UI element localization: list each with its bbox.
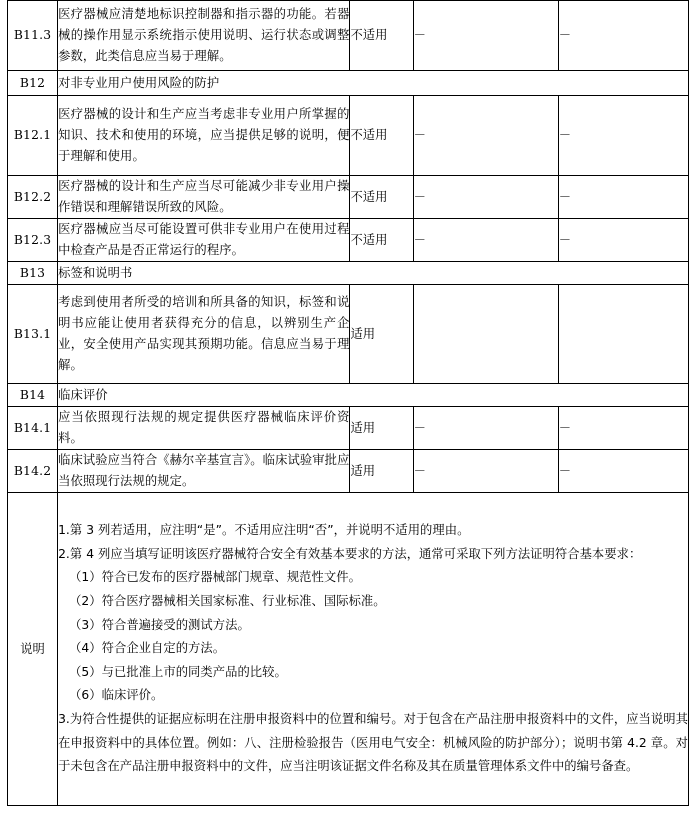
- table-row: [8, 285, 689, 384]
- row-method: －: [413, 407, 558, 450]
- row-evidence: －: [558, 96, 688, 176]
- row-applicability: 不适用: [350, 176, 413, 219]
- row-evidence: [558, 285, 688, 384]
- table-row: [8, 450, 689, 493]
- row-evidence: －: [558, 1, 688, 71]
- row-method: －: [413, 96, 558, 176]
- row-applicability: 适用: [350, 407, 413, 450]
- notes-body: [58, 493, 689, 806]
- note-line: 2.第 4 列应当填写证明该医疗器械符合安全有效基本要求的方法，通常可采取下列方法证明符合基本要求：: [58, 546, 642, 561]
- row-method: [413, 285, 558, 384]
- section-id: B12: [8, 71, 58, 96]
- row-requirement: 医疗器械的设计和生产应当考虑非专业用户所掌握的知识、技术和使用的环境，应当提供足够的说明，便于理解和使用。: [58, 96, 350, 176]
- row-requirement: 医疗器械的设计和生产应当尽可能减少非专业用户操作错误和理解错误所致的风险。: [58, 176, 350, 219]
- section-id: B13: [8, 262, 58, 285]
- row-evidence: －: [558, 219, 688, 262]
- table-body: [8, 1, 689, 806]
- note-line: （6）临床评价。: [69, 688, 164, 703]
- row-requirement: 临床试验应当符合《赫尔辛基宣言》。临床试验审批应当依照现行法规的规定。: [58, 450, 350, 493]
- table-section-row: [8, 384, 689, 407]
- row-method: －: [413, 219, 558, 262]
- row-id: B12.2: [8, 176, 58, 219]
- row-method: －: [413, 176, 558, 219]
- table-row: [8, 407, 689, 450]
- section-id: B14: [8, 384, 58, 407]
- row-id: B13.1: [8, 285, 58, 384]
- note-paragraph: 3.为符合性提供的证据应标明在注册申报资料中的位置和编号。对于包含在产品注册申报资料中的文件，应当说明其在申报资料中的具体位置。例如：八、注册检验报告（医用电气安全：机械风险的防护部分）；说明书第 4.2 章。对于未包含在产品注册申报资料中的文件，应当注明该证据文件名称及其在质量管理体系文件中的编号备查。: [58, 711, 688, 774]
- row-evidence: －: [558, 407, 688, 450]
- section-title: 对非专业用户使用风险的防护: [58, 71, 689, 96]
- row-id: B14.2: [8, 450, 58, 493]
- section-title: 临床评价: [58, 384, 689, 407]
- note-line: （5）与已批准上市的同类产品的比较。: [69, 664, 287, 679]
- row-requirement: 考虑到使用者所受的培训和所具备的知识，标签和说明书应能让使用者获得充分的信息，以辨别生产企业，安全使用产品实现其预期功能。信息应当易于理解。: [58, 285, 350, 384]
- row-applicability: 不适用: [350, 96, 413, 176]
- table-row: [8, 176, 689, 219]
- row-evidence: －: [558, 176, 688, 219]
- table-row: [8, 219, 689, 262]
- row-requirement: 应当依照现行法规的规定提供医疗器械临床评价资料。: [58, 407, 350, 450]
- row-id: B11.3: [8, 1, 58, 71]
- table-section-row: [8, 262, 689, 285]
- row-id: B12.3: [8, 219, 58, 262]
- row-applicability: 适用: [350, 450, 413, 493]
- essential-requirements-table: [7, 0, 689, 806]
- notes-row: [8, 493, 689, 806]
- row-id: B12.1: [8, 96, 58, 176]
- row-method: －: [413, 450, 558, 493]
- table-row: [8, 96, 689, 176]
- row-id: B14.1: [8, 407, 58, 450]
- row-applicability: 适用: [350, 285, 413, 384]
- row-applicability: 不适用: [350, 219, 413, 262]
- note-line: 1.第 3 列若适用，应注明“是”。不适用应注明“否”，并说明不适用的理由。: [58, 523, 470, 538]
- row-requirement: 医疗器械应清楚地标识控制器和指示器的功能。若器械的操作用显示系统指示使用说明、运行状态或调整参数，此类信息应当易于理解。: [58, 1, 350, 71]
- table-section-row: [8, 71, 689, 96]
- notes-label: 说明: [8, 493, 58, 806]
- note-line: （2）符合医疗器械相关国家标准、行业标准、国际标准。: [69, 594, 386, 609]
- row-applicability: 不适用: [350, 1, 413, 71]
- table-row: [8, 1, 689, 71]
- row-evidence: －: [558, 450, 688, 493]
- note-line: （1）符合已发布的医疗器械部门规章、规范性文件。: [69, 570, 361, 585]
- note-line: （3）符合普遍接受的测试方法。: [69, 617, 250, 632]
- section-title: 标签和说明书: [58, 262, 689, 285]
- note-line: （4）符合企业自定的方法。: [69, 641, 226, 656]
- row-requirement: 医疗器械应当尽可能设置可供非专业用户在使用过程中检查产品是否正常运行的程序。: [58, 219, 350, 262]
- row-method: －: [413, 1, 558, 71]
